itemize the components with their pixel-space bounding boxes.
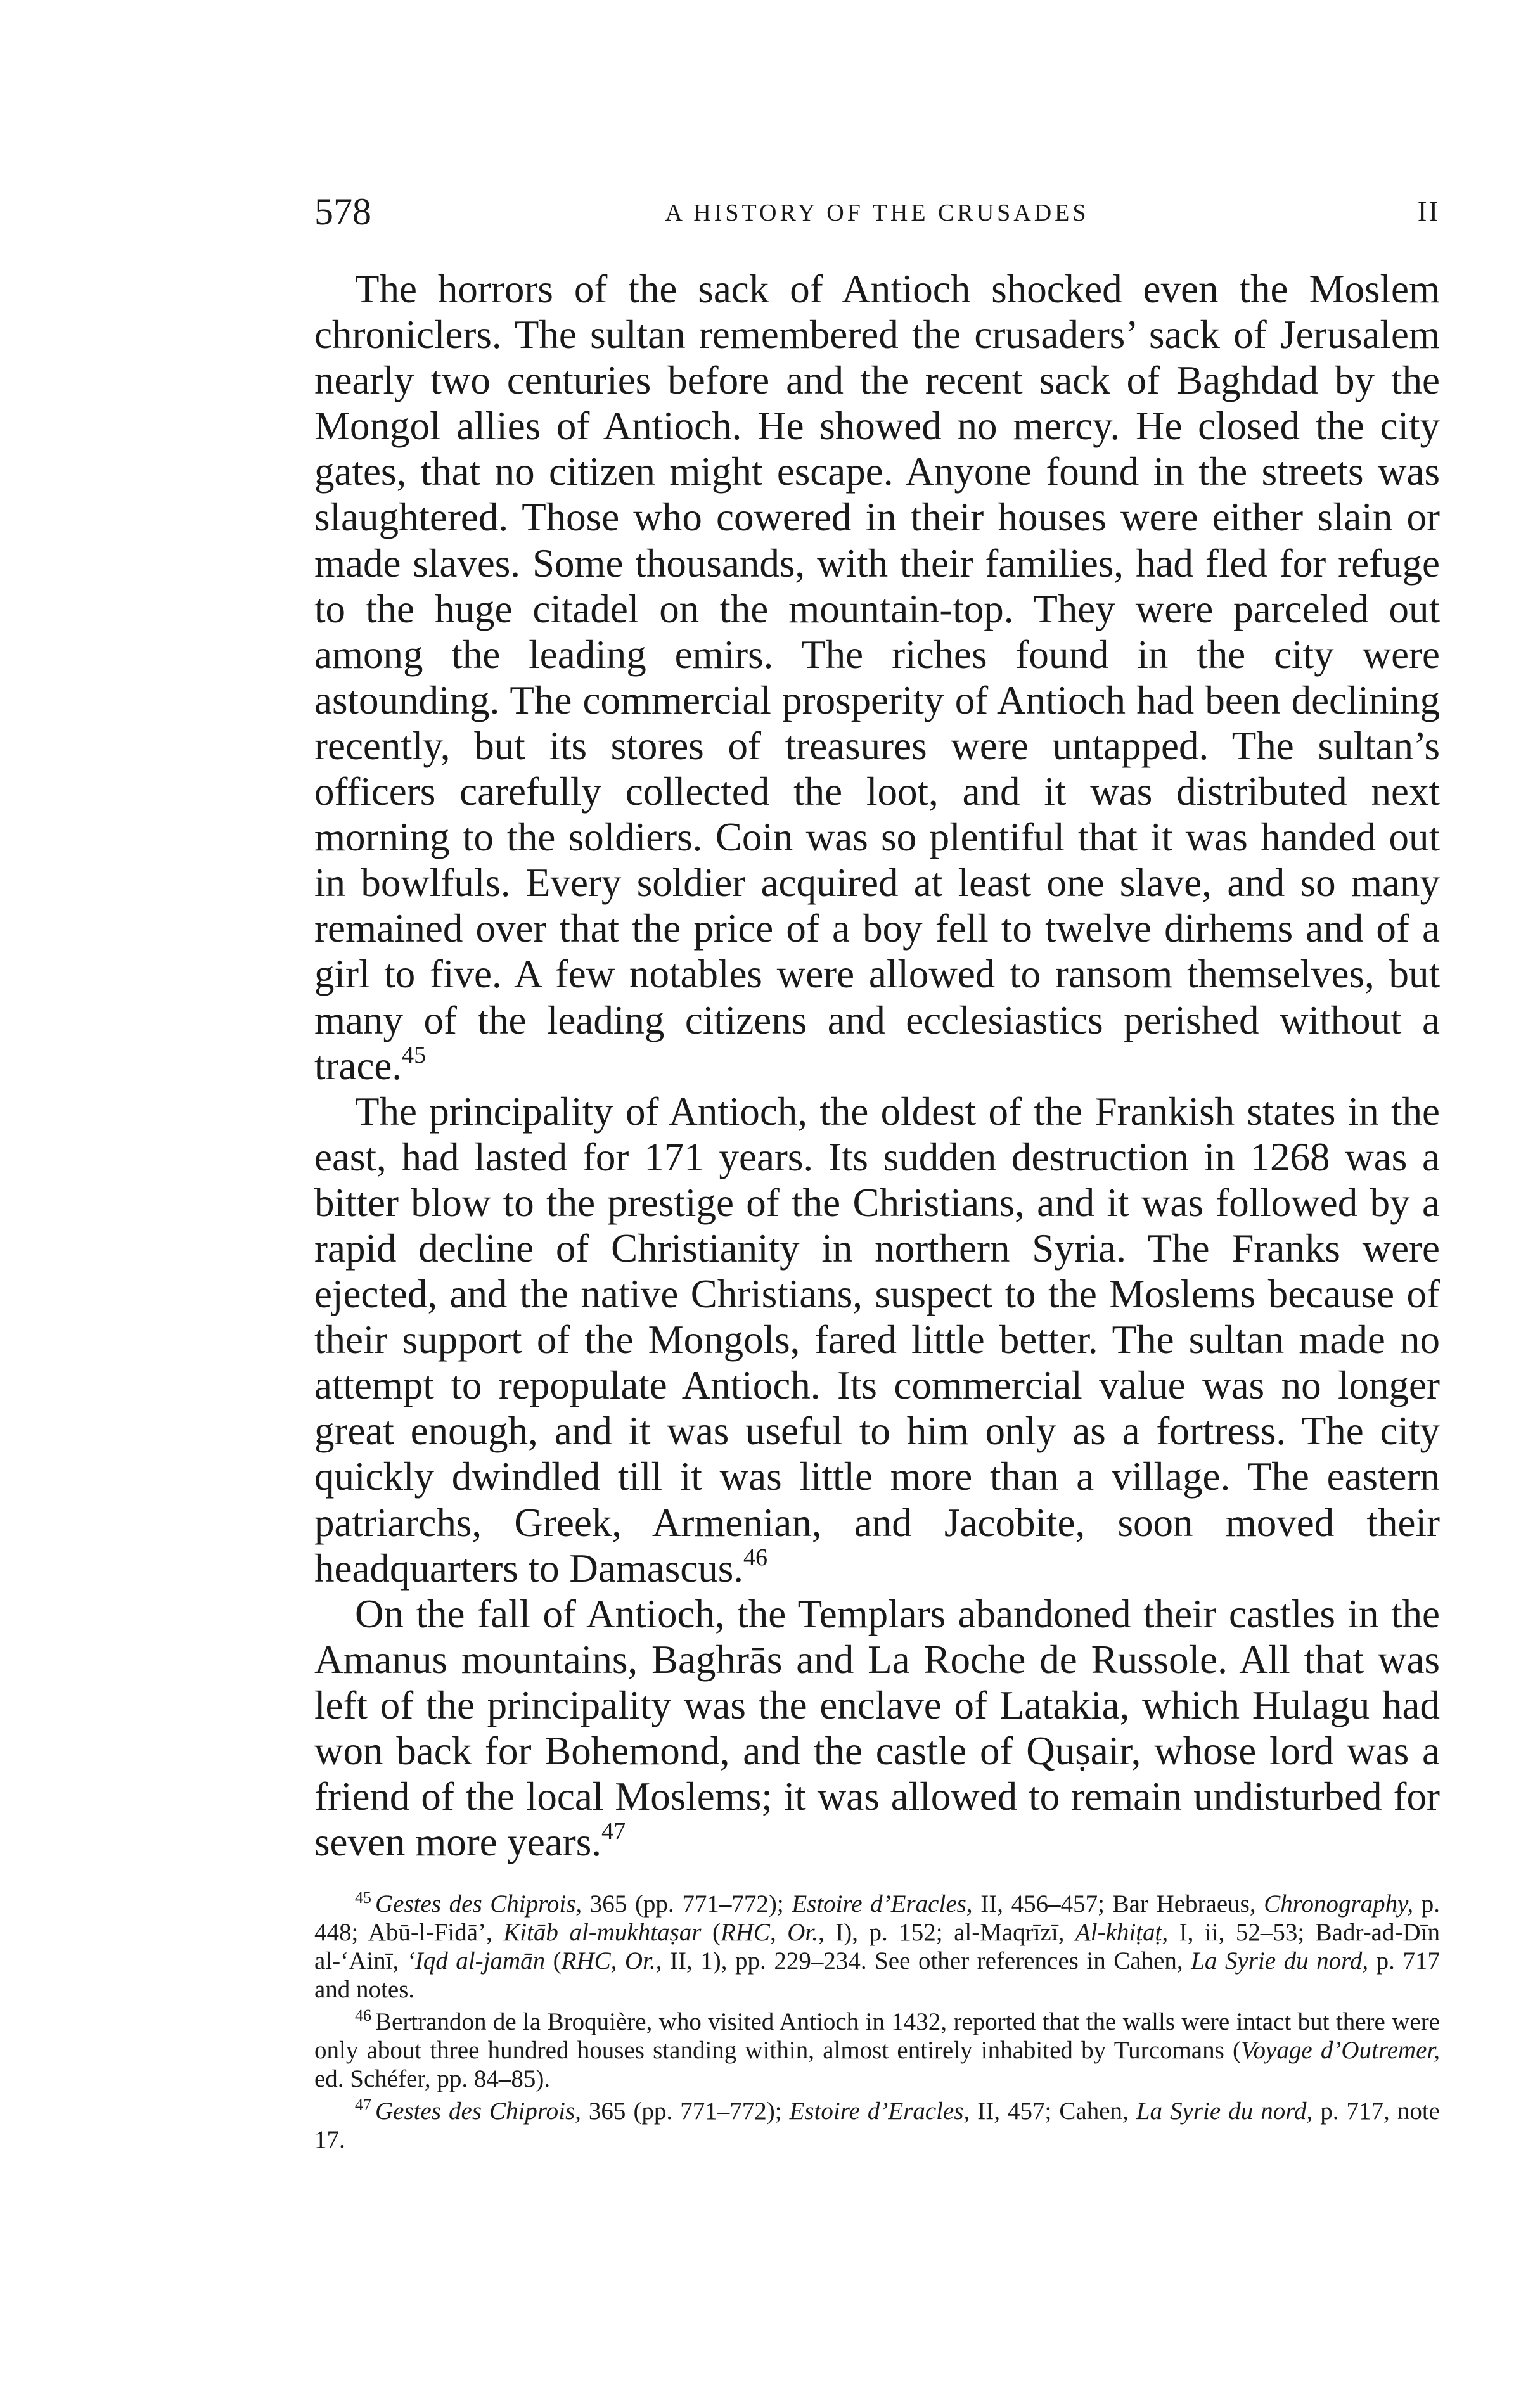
- footnote-segment: 365 (pp. 771–772);: [582, 1890, 792, 1918]
- running-header: [314, 190, 1440, 241]
- citation-title: Kitāb al-mukhtaṣar: [503, 1919, 702, 1946]
- citation-title: Gestes des Chiprois,: [375, 2097, 581, 2125]
- citation-title: Chronography,: [1264, 1890, 1414, 1918]
- footnote-segment: ed. Schéfer, pp. 84–85).: [314, 2065, 551, 2092]
- footnote-ref: 47: [601, 1818, 626, 1845]
- paragraph-text: The principality of Antioch, the oldest of the Frankish states in the east, had lasted for 171 years. Its sudden destruction in 1268 was a bitter blow to the prestige of the Christians, and it was followed by a rapid decline of Christianity in northern Syria. The Franks were ejected, and the native Christians, suspect to the Moslems because of their support of the Mongols, fared little better. The sultan made no attempt to repopulate Antioch. Its commercial value was no longer great enough, and it was useful to him only as a fortress. The city quickly dwindled till it was little more than a village. The eastern patriarchs, Greek, Armenian, and Jacobite, soon moved their headquarters to Damascus.: [314, 1089, 1440, 1591]
- footnote: [314, 2008, 1440, 2093]
- paragraph-text: On the fall of Antioch, the Templars abandoned their castles in the Amanus mountains, Baghrās and La Roche de Russole. All that was left of the principality was the enclave of Latakia, which Hulagu had won back for Bohemond, and the castle of Quṣair, whose lord was a friend of the local Moslems; it was allowed to remain undisturbed for seven more years.: [314, 1591, 1440, 1865]
- footnote-segment: (: [701, 1919, 721, 1946]
- footnote-segment: p. 717, note 17.: [314, 2097, 1440, 2153]
- citation-title: Voyage d’Outremer,: [1241, 2037, 1440, 2064]
- footnote-ref: 45: [402, 1041, 427, 1068]
- footnote-number: 47: [355, 2096, 371, 2114]
- footnote-number: 46: [355, 2006, 371, 2025]
- footnote-segment: II, 456–457; Bar Hebraeus,: [972, 1890, 1264, 1918]
- citation-title: Estoire d’Eracles,: [789, 2097, 970, 2125]
- footnote: [314, 2097, 1440, 2154]
- citation-title: Estoire d’Eracles,: [792, 1890, 973, 1918]
- page-number: 578: [314, 191, 371, 233]
- chapter-number: II: [1417, 196, 1440, 227]
- footnote-segment: 365 (pp. 771–772);: [581, 2097, 790, 2125]
- footnote-text: [314, 2097, 1440, 2153]
- citation-title: La Syrie du nord,: [1136, 2097, 1313, 2125]
- paragraph: [314, 1089, 1440, 1591]
- footnote-text: [314, 1890, 1440, 2003]
- footnote: [314, 1890, 1440, 2004]
- citation-title: RHC, Or.,: [561, 1947, 662, 1975]
- footnote-segment: p. 717 and notes.: [314, 1947, 1440, 2003]
- paragraph-text: The horrors of the sack of Antioch shocked even the Moslem chroniclers. The sultan remembered the crusaders’ sack of Jerusalem nearly two centuries before and the recent sack of Baghdad by the Mongol allies of Antioch. He showed no mercy. He closed the city gates, that no citizen might escape. Anyone found in the streets was slaughtered. Those who cowered in their houses were either slain or made slaves. Some thousands, with their families, had fled for refuge to the huge citadel on the mountain-top. They were parceled out among the leading emirs. The riches found in the city were astounding. The commercial prosperity of Antioch had been declining recently, but its stores of treasures were untapped. The sultan’s officers carefully collected the loot, and it was distributed next morning to the soldiers. Coin was so plentiful that it was handed out in bowlfuls. Every soldier acquired at least one slave, and so many remained over that the price of a boy fell to twelve dirhems and of a girl to five. A few notables were allowed to ransom themselves, but many of the leading citizens and ecclesiastics perished without a trace.: [314, 267, 1440, 1088]
- footnote-number: 45: [355, 1888, 371, 1907]
- footnote-ref: 46: [743, 1544, 768, 1571]
- footnotes: [314, 1890, 1440, 2158]
- footnote-text: [314, 2008, 1440, 2092]
- footnote-segment: I), p. 152; al-Maqrīzī,: [824, 1919, 1075, 1946]
- paragraph: [314, 266, 1440, 1089]
- footnote-segment: Bertrandon de la Broquière, who visited Antioch in 1432, reported that the walls were intact but there were only about three hundred houses standing within, almost entirely inhabited by Turcomans (: [314, 2008, 1440, 2064]
- paragraph: [314, 1591, 1440, 1866]
- body-text: [314, 266, 1440, 1865]
- footnote-segment: II, 457; Cahen,: [970, 2097, 1136, 2125]
- citation-title: La Syrie du nord,: [1191, 1947, 1369, 1975]
- footnote-segment: (: [545, 1947, 562, 1975]
- citation-title: RHC, Or.,: [720, 1919, 825, 1946]
- footnote-segment: p. 448; Abū-l-Fidā’,: [314, 1890, 1441, 1946]
- running-title: A HISTORY OF THE CRUSADES: [665, 200, 1089, 226]
- citation-title: ‘Iqd al-jamān: [406, 1947, 546, 1975]
- citation-title: Al-khiṭaṭ,: [1075, 1919, 1169, 1946]
- citation-title: Gestes des Chiprois,: [375, 1890, 582, 1918]
- footnote-segment: II, 1), pp. 229–234. See other references in Cahen,: [662, 1947, 1191, 1975]
- footnote-segment: I, ii, 52–53; Badr-ad-Dīn al-‘Ainī,: [314, 1919, 1440, 1975]
